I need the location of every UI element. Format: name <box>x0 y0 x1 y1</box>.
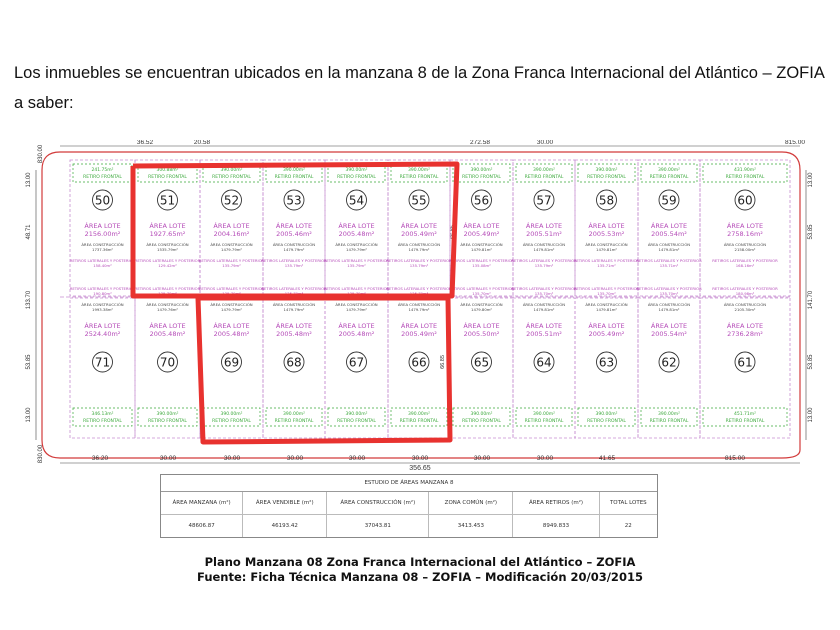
left-dimension: 13.00 <box>26 407 32 423</box>
retiro-frontal-label: RETIRO FRONTAL <box>649 175 689 180</box>
area-lote-value: 2005.46m² <box>276 230 312 238</box>
table-cell: 8949.833 <box>513 515 599 537</box>
areas-table-header-row <box>161 492 657 515</box>
table-cell: 48606.87 <box>161 515 243 537</box>
area-construccion-label: ÁREA CONSTRUCCIÓN <box>585 302 628 307</box>
lot-number: 67 <box>348 355 365 370</box>
retiros-label: RETIROS LATERALES Y POSTERIOR <box>198 258 265 263</box>
area-construccion-value: 1737.36m² <box>92 247 113 252</box>
area-lote-label: ÁREA LOTE <box>588 222 625 230</box>
top-dimension: 815.00 <box>785 140 805 146</box>
area-lote-label: ÁREA LOTE <box>275 322 313 330</box>
area-construccion-label: ÁREA CONSTRUCCIÓN <box>146 302 189 307</box>
area-construccion-value: 1479.81m² <box>658 307 680 312</box>
area-lote-label: ÁREA LOTE <box>213 322 250 330</box>
retiro-frontal-label: RETIRO FRONTAL <box>83 175 122 180</box>
right-dimension: 13.00 <box>808 172 814 188</box>
lot-68 <box>261 286 327 438</box>
table-header: ÁREA VENDIBLE (m²) <box>243 492 327 514</box>
area-construccion-label: ÁREA CONSTRUCCIÓN <box>335 302 378 307</box>
areas-table <box>160 474 658 538</box>
retiro-frontal-area: 241.75m² <box>91 168 114 173</box>
area-construccion-label: ÁREA CONSTRUCCIÓN <box>335 242 378 247</box>
retiro-frontal-label: RETIRO FRONTAL <box>274 419 314 424</box>
retiro-frontal-label: RETIRO FRONTAL <box>337 175 376 180</box>
area-construccion-value: 1479.81m² <box>658 247 680 252</box>
retiros-value: 135.79m² <box>158 291 177 296</box>
retiros-value: 135.79m² <box>409 291 429 296</box>
bottom-dimension: 30.00 <box>473 455 491 462</box>
retiros-value: 135.79m² <box>284 263 304 268</box>
lot-number: 63 <box>598 355 615 370</box>
area-lote-value: 2005.49m² <box>463 230 500 238</box>
area-construccion-value: 1993.38m² <box>92 307 113 312</box>
right-dimension: 53.85 <box>808 354 814 370</box>
area-construccion-value: 1535.79m² <box>157 247 178 252</box>
bottom-dimension: 30.00 <box>159 455 177 462</box>
retiros-value: 180.98m² <box>735 291 755 296</box>
area-construccion-label: ÁREA CONSTRUCCIÓN <box>585 242 628 247</box>
retiro-frontal-area: 390.00m² <box>470 412 493 417</box>
retiro-frontal-area: 390.00m² <box>220 412 243 417</box>
retiro-frontal-area: 300.88m² <box>156 168 179 173</box>
retiro-frontal-area: 390.00m² <box>658 168 680 173</box>
area-construccion-label: ÁREA CONSTRUCCIÓN <box>397 242 441 247</box>
top-dimension: 272.58 <box>470 140 490 146</box>
retiros-label: RETIROS LATERALES Y POSTERIOR <box>323 258 390 263</box>
block-plan <box>0 140 840 470</box>
retiro-frontal-label: RETIRO FRONTAL <box>399 419 439 424</box>
retiro-frontal-label: RETIRO FRONTAL <box>399 175 439 180</box>
area-lote-label: ÁREA LOTE <box>726 322 764 330</box>
area-construccion-label: ÁREA CONSTRUCCIÓN <box>210 242 253 247</box>
lot-58 <box>574 160 640 296</box>
lot-65 <box>449 286 515 438</box>
retiros-label: RETIROS LATERALES Y POSTERIOR <box>323 286 390 291</box>
lot-number: 56 <box>473 193 490 208</box>
area-construccion-value: 1479.81m² <box>533 247 555 252</box>
lot-63 <box>574 286 640 438</box>
area-construccion-value: 1479.81m² <box>471 247 492 252</box>
retiro-frontal-area: 390.00m² <box>595 412 618 417</box>
area-lote-value: 2005.51m² <box>526 330 562 338</box>
area-lote-value: 2524.40m² <box>84 330 121 338</box>
area-lote-label: ÁREA LOTE <box>400 322 438 330</box>
retiros-label: RETIROS LATERALES Y POSTERIOR <box>69 286 136 291</box>
retiros-value: 135.70m² <box>534 291 554 296</box>
retiros-label: RETIROS LATERALES Y POSTERIOR <box>386 286 452 291</box>
area-lote-value: 2005.50m² <box>463 330 500 338</box>
bottom-dimension: 30.00 <box>348 455 366 462</box>
area-lote-value: 2004.16m² <box>213 230 250 238</box>
retiros-label: RETIROS LATERALES Y POSTERIOR <box>511 286 577 291</box>
retiro-frontal-label: RETIRO FRONTAL <box>524 175 564 180</box>
area-lote-value: 2005.54m² <box>651 330 687 338</box>
lot-51 <box>135 160 201 296</box>
area-construccion-label: ÁREA CONSTRUCCIÓN <box>81 242 124 247</box>
lot-number: 61 <box>737 355 753 370</box>
retiros-value: 129.42m² <box>158 263 177 268</box>
lot-number: 71 <box>94 355 111 370</box>
retiro-frontal-area: 390.00m² <box>595 168 618 173</box>
area-construccion-value: 2158.00m² <box>734 247 756 252</box>
area-construccion-value: 1479.81m² <box>533 307 555 312</box>
retiros-label: RETIROS LATERALES Y POSTERIOR <box>261 286 327 291</box>
lot-64 <box>511 286 577 438</box>
retiro-frontal-area: 390.00m² <box>220 168 243 173</box>
areas-table-value-row <box>161 515 657 537</box>
area-lote-label: ÁREA LOTE <box>525 322 563 330</box>
retiro-frontal-area: 390.00m² <box>345 412 368 417</box>
area-lote-label: ÁREA LOTE <box>84 222 121 230</box>
area-construccion-value: 1479.79m² <box>221 307 242 312</box>
area-lote-label: ÁREA LOTE <box>275 222 313 230</box>
area-construccion-value: 1479.79m² <box>346 247 367 252</box>
retiros-value: 135.79m² <box>222 291 241 296</box>
area-lote-label: ÁREA LOTE <box>149 222 186 230</box>
lot-61 <box>700 286 790 438</box>
right-dimension: 13.00 <box>808 407 814 423</box>
bottom-dimension: 30.00 <box>411 455 429 462</box>
retiro-frontal-label: RETIRO FRONTAL <box>462 175 501 180</box>
bottom-dimension: 36.20 <box>91 455 109 462</box>
retiro-frontal-label: RETIRO FRONTAL <box>148 175 187 180</box>
retiro-frontal-label: RETIRO FRONTAL <box>524 419 564 424</box>
retiros-value: 135.79m² <box>347 291 366 296</box>
area-lote-label: ÁREA LOTE <box>463 322 500 330</box>
retiros-value: 158.40m² <box>93 263 112 268</box>
area-lote-value: 2736.28m² <box>727 330 763 338</box>
area-lote-label: ÁREA LOTE <box>84 322 121 330</box>
area-lote-value: 2005.48m² <box>338 230 375 238</box>
retiro-frontal-area: 390.00m² <box>470 168 493 173</box>
area-lote-label: ÁREA LOTE <box>213 222 250 230</box>
area-lote-label: ÁREA LOTE <box>149 322 186 330</box>
retiros-value: 168.16m² <box>735 263 755 268</box>
retiros-label: RETIROS LATERALES Y POSTERIOR <box>511 258 577 263</box>
area-lote-label: ÁREA LOTE <box>338 222 375 230</box>
retiro-frontal-label: RETIRO FRONTAL <box>337 419 376 424</box>
retiro-frontal-area: 390.00m² <box>658 412 680 417</box>
area-construccion-value: 1479.79m² <box>408 247 430 252</box>
lot-55 <box>386 160 452 296</box>
top-dimension: 30.00 <box>536 140 554 146</box>
lot-60 <box>700 160 790 296</box>
total-width-dimension: 356.65 <box>409 465 431 470</box>
left-dimension: 133.70 <box>26 290 32 310</box>
retiros-label: RETIROS LATERALES Y POSTERIOR <box>198 286 265 291</box>
area-lote-value: 2758.16m² <box>727 230 763 238</box>
area-construccion-label: ÁREA CONSTRUCCIÓN <box>460 302 503 307</box>
retiros-value: 135.08m² <box>472 263 491 268</box>
area-lote-value: 2005.48m² <box>276 330 312 338</box>
mid-dimension: 66.85 <box>440 355 446 369</box>
lot-53 <box>261 160 327 296</box>
bottom-dimension: 30.00 <box>223 455 241 462</box>
area-construccion-value: 1479.81m² <box>596 307 617 312</box>
lot-number: 53 <box>286 193 302 208</box>
retiros-value: 135.70m² <box>659 291 679 296</box>
caption-source: Fuente: Ficha Técnica Manzana 08 – ZOFIA – Modificación 20/03/2015 <box>197 570 643 584</box>
retiros-label: RETIROS LATERALES Y POSTERIOR <box>448 258 515 263</box>
area-lote-value: 2005.49m² <box>401 330 437 338</box>
area-lote-label: ÁREA LOTE <box>338 322 375 330</box>
area-construccion-value: 1479.79m² <box>283 247 305 252</box>
right-dimension: 141.70 <box>808 290 814 310</box>
area-construccion-label: ÁREA CONSTRUCCIÓN <box>723 242 767 247</box>
area-construccion-label: ÁREA CONSTRUCCIÓN <box>272 302 316 307</box>
bottom-dimension: 30.00 <box>536 455 554 462</box>
lot-number: 70 <box>159 355 176 370</box>
area-construccion-value: 1479.80m² <box>471 307 492 312</box>
retiro-frontal-label: RETIRO FRONTAL <box>148 419 187 424</box>
lot-70 <box>135 286 201 438</box>
table-header: ÁREA CONSTRUCCIÓN (m²) <box>327 492 429 514</box>
retiros-label: RETIROS LATERALES Y POSTERIOR <box>261 258 327 263</box>
retiros-label: RETIROS LATERALES Y POSTERIOR <box>712 258 778 263</box>
retiros-label: RETIROS LATERALES Y POSTERIOR <box>134 286 201 291</box>
retiros-value: 135.70m² <box>472 291 491 296</box>
retiro-frontal-area: 390.00m² <box>408 168 430 173</box>
area-construccion-value: 1479.76m² <box>157 307 178 312</box>
lot-number: 68 <box>286 355 302 370</box>
retiros-value: 135.70m² <box>597 291 616 296</box>
retiro-frontal-area: 451.71m² <box>734 412 756 417</box>
area-lote-label: ÁREA LOTE <box>650 222 688 230</box>
area-lote-value: 2005.48m² <box>149 330 186 338</box>
area-construccion-label: ÁREA CONSTRUCCIÓN <box>397 302 441 307</box>
retiros-value: 190.80m² <box>93 291 112 296</box>
area-lote-value: 2005.49m² <box>401 230 437 238</box>
lot-number: 65 <box>473 355 490 370</box>
area-construccion-label: ÁREA CONSTRUCCIÓN <box>146 242 189 247</box>
retiros-label: RETIROS LATERALES Y POSTERIOR <box>712 286 778 291</box>
area-construccion-value: 1479.79m² <box>283 307 305 312</box>
retiro-frontal-label: RETIRO FRONTAL <box>649 419 689 424</box>
retiro-frontal-area: 390.00m² <box>156 412 179 417</box>
retiros-label: RETIROS LATERALES Y POSTERIOR <box>636 258 702 263</box>
area-lote-value: 2005.48m² <box>338 330 375 338</box>
retiro-frontal-label: RETIRO FRONTAL <box>587 419 626 424</box>
lot-number: 66 <box>411 355 427 370</box>
lot-57 <box>511 160 577 296</box>
bottom-dimension: 815.00 <box>725 455 745 462</box>
retiro-frontal-label: RETIRO FRONTAL <box>587 175 626 180</box>
lot-62 <box>636 286 702 438</box>
area-lote-value: 1927.65m² <box>149 230 186 238</box>
top-dimensions <box>137 140 805 146</box>
lot-number: 51 <box>159 193 176 208</box>
left-dimension: 830.00 <box>38 144 44 164</box>
table-cell: 3413.453 <box>429 515 513 537</box>
retiro-frontal-area: 390.00m² <box>533 168 555 173</box>
retiro-frontal-area: 390.00m² <box>283 168 305 173</box>
lot-number: 50 <box>94 193 111 208</box>
area-lote-label: ÁREA LOTE <box>588 322 625 330</box>
area-lote-value: 2005.53m² <box>588 230 625 238</box>
mid-dimension: 66.85 <box>450 225 456 239</box>
area-construccion-label: ÁREA CONSTRUCCIÓN <box>647 302 691 307</box>
lot-67 <box>324 286 390 438</box>
left-dimension: 830.00 <box>38 444 44 464</box>
retiros-label: RETIROS LATERALES Y POSTERIOR <box>573 286 640 291</box>
right-dimension: 53.85 <box>808 224 814 240</box>
areas-table-title: ESTUDIO DE ÁREAS MANZANA 8 <box>161 475 657 492</box>
retiros-label: RETIROS LATERALES Y POSTERIOR <box>573 258 640 263</box>
retiros-label: RETIROS LATERALES Y POSTERIOR <box>636 286 702 291</box>
retiro-frontal-label: RETIRO FRONTAL <box>83 419 122 424</box>
area-lote-label: ÁREA LOTE <box>400 222 438 230</box>
left-dimension: 53.85 <box>26 354 32 370</box>
area-lote-value: 2005.48m² <box>213 330 250 338</box>
lot-number: 60 <box>737 193 753 208</box>
retiros-value: 135.79m² <box>347 263 366 268</box>
retiros-value: 135.79m² <box>409 263 429 268</box>
area-lote-value: 2005.51m² <box>526 230 562 238</box>
retiro-frontal-area: 390.00m² <box>345 168 368 173</box>
lot-number: 52 <box>223 193 240 208</box>
area-lote-label: ÁREA LOTE <box>726 222 764 230</box>
lot-71 <box>70 286 136 438</box>
lot-number: 64 <box>536 355 552 370</box>
table-cell: 37043.81 <box>327 515 429 537</box>
table-header: ZONA COMÚN (m²) <box>429 492 513 514</box>
retiros-value: 135.71m² <box>659 263 679 268</box>
lot-59 <box>636 160 702 296</box>
area-construccion-value: 1479.81m² <box>596 247 617 252</box>
area-construccion-value: 1479.79m² <box>346 307 367 312</box>
retiros-value: 135.71m² <box>597 263 616 268</box>
retiros-value: 135.79m² <box>222 263 241 268</box>
retiro-frontal-label: RETIRO FRONTAL <box>274 175 314 180</box>
area-construccion-label: ÁREA CONSTRUCCIÓN <box>81 302 124 307</box>
retiros-label: RETIROS LATERALES Y POSTERIOR <box>69 258 136 263</box>
retiros-label: RETIROS LATERALES Y POSTERIOR <box>448 286 515 291</box>
table-header: ÁREA RETIROS (m²) <box>513 492 599 514</box>
area-lote-value: 2156.00m² <box>84 230 121 238</box>
area-lote-label: ÁREA LOTE <box>525 222 563 230</box>
lot-number: 62 <box>661 355 677 370</box>
lot-number: 57 <box>536 193 552 208</box>
area-construccion-value: 1479.79m² <box>408 307 430 312</box>
intro-paragraph: Los inmuebles se encuentran ubicados en la manzana 8 de la Zona Franca Internacional del Atlántico – ZOFIA a saber: <box>14 64 824 112</box>
lot-number: 55 <box>411 193 427 208</box>
area-construccion-value: 2105.30m² <box>734 307 756 312</box>
left-dimension: 13.00 <box>26 172 32 188</box>
retiro-frontal-label: RETIRO FRONTAL <box>212 419 251 424</box>
top-dimension: 36.52 <box>136 140 154 146</box>
area-construccion-label: ÁREA CONSTRUCCIÓN <box>522 302 566 307</box>
area-construccion-value: 1479.79m² <box>221 247 242 252</box>
area-lote-label: ÁREA LOTE <box>650 322 688 330</box>
caption-title: Plano Manzana 08 Zona Franca Internacional del Atlántico – ZOFIA <box>204 555 636 569</box>
retiro-frontal-area: 346.13m² <box>91 412 114 417</box>
lot-69 <box>199 286 265 438</box>
area-construccion-label: ÁREA CONSTRUCCIÓN <box>460 242 503 247</box>
bottom-dimensions <box>92 455 745 470</box>
bottom-dimension: 41.65 <box>598 455 616 462</box>
area-construccion-label: ÁREA CONSTRUCCIÓN <box>272 242 316 247</box>
retiros-value: 135.79m² <box>284 291 304 296</box>
area-construccion-label: ÁREA CONSTRUCCIÓN <box>210 302 253 307</box>
area-construccion-label: ÁREA CONSTRUCCIÓN <box>522 242 566 247</box>
area-construccion-label: ÁREA CONSTRUCCIÓN <box>647 242 691 247</box>
lot-52 <box>199 160 265 296</box>
area-construccion-label: ÁREA CONSTRUCCIÓN <box>723 302 767 307</box>
top-dimension: 20.58 <box>193 140 211 146</box>
lot-number: 69 <box>223 355 240 370</box>
retiros-label: RETIROS LATERALES Y POSTERIOR <box>386 258 452 263</box>
table-cell: 46193.42 <box>243 515 327 537</box>
retiro-frontal-area: 431.90m² <box>734 168 756 173</box>
area-lote-value: 2005.54m² <box>651 230 687 238</box>
table-cell: 22 <box>624 523 632 529</box>
lot-number: 54 <box>348 193 365 208</box>
lot-number: 58 <box>598 193 615 208</box>
retiros-value: 135.79m² <box>534 263 554 268</box>
area-lote-label: ÁREA LOTE <box>463 222 500 230</box>
retiro-frontal-label: RETIRO FRONTAL <box>725 175 765 180</box>
retiro-frontal-area: 390.00m² <box>408 412 430 417</box>
table-header: ÁREA MANZANA (m²) <box>161 492 243 514</box>
retiro-frontal-label: RETIRO FRONTAL <box>462 419 501 424</box>
retiro-frontal-area: 390.00m² <box>283 412 305 417</box>
lot-number: 59 <box>661 193 677 208</box>
retiros-label: RETIROS LATERALES Y POSTERIOR <box>134 258 201 263</box>
bottom-dimension: 30.00 <box>286 455 304 462</box>
retiro-frontal-label: RETIRO FRONTAL <box>212 175 251 180</box>
area-lote-value: 2005.49m² <box>588 330 625 338</box>
retiro-frontal-area: 390.00m² <box>533 412 555 417</box>
table-header: TOTAL LOTES <box>609 500 647 506</box>
lot-50 <box>70 160 136 296</box>
left-dimension: 48.71 <box>26 224 32 240</box>
retiro-frontal-label: RETIRO FRONTAL <box>725 419 765 424</box>
lot-54 <box>324 160 390 296</box>
